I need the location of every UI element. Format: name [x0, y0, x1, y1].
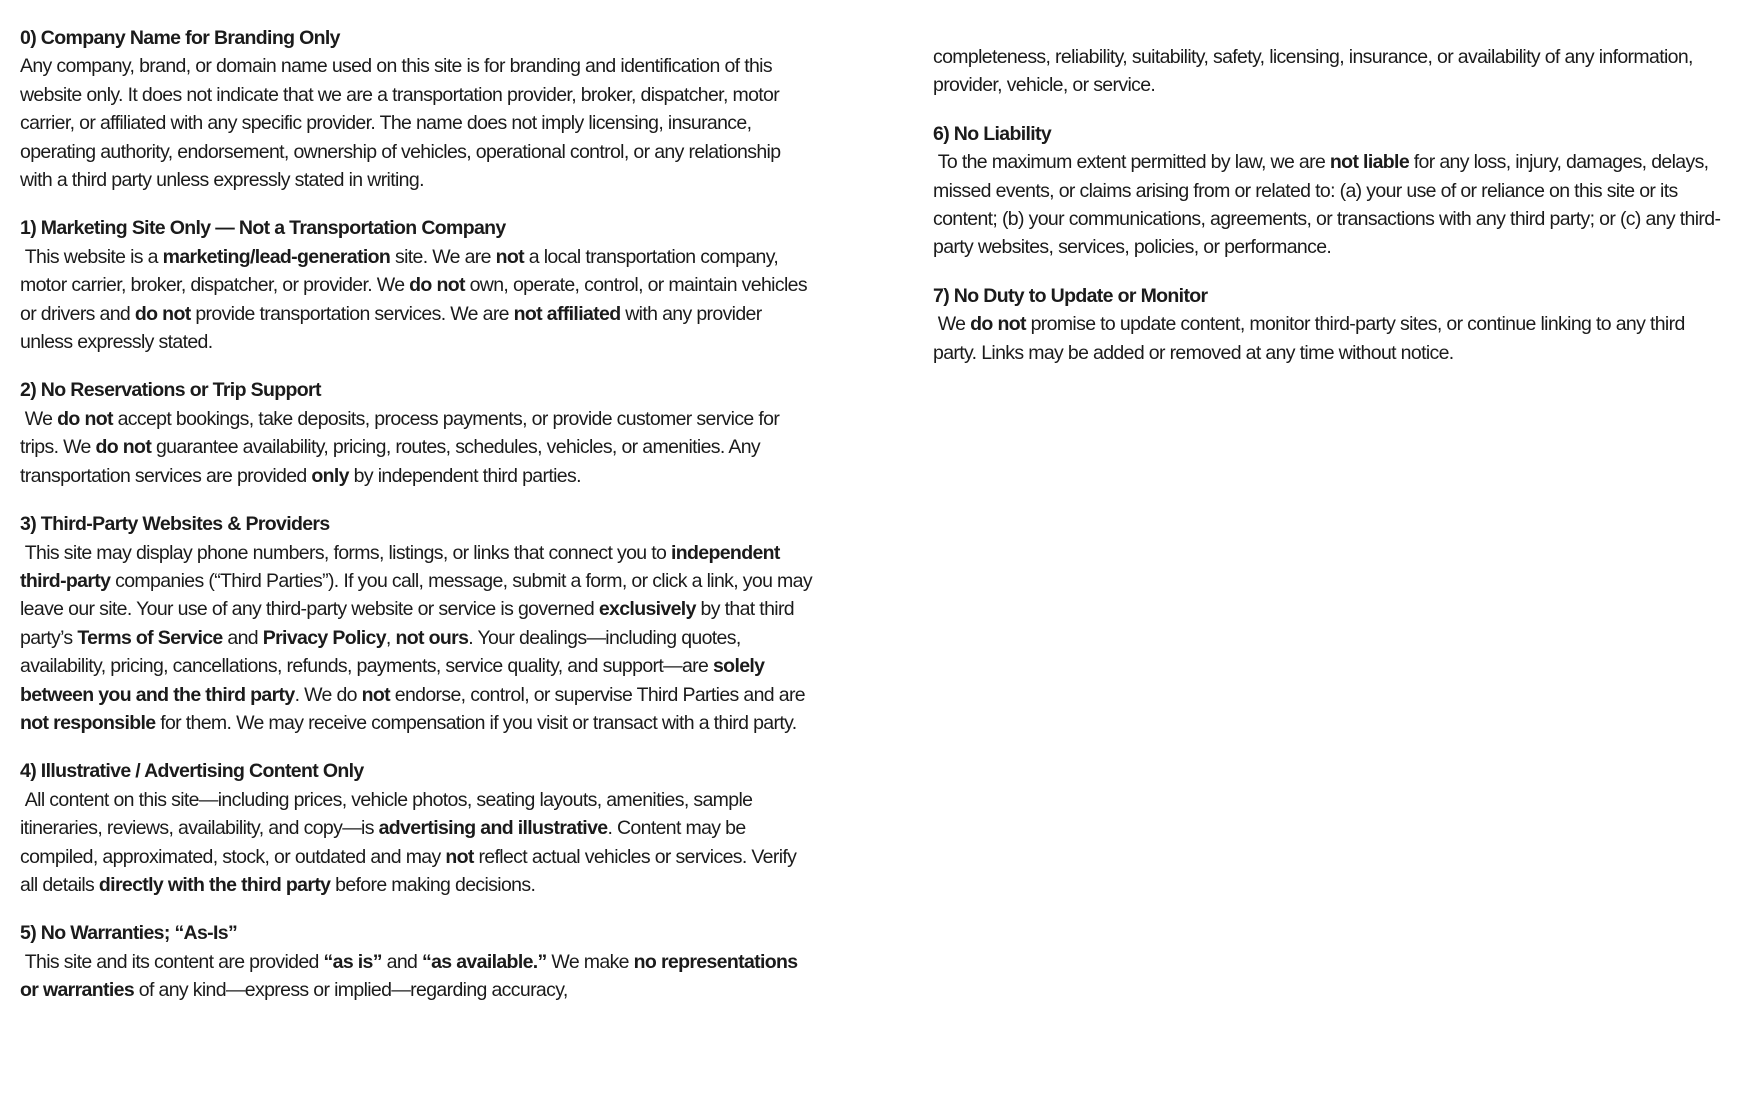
- section-heading: 4) Illustrative / Advertising Content Only: [20, 760, 364, 783]
- bold-run: independent third-party: [20, 541, 785, 592]
- bold-run: “as is”: [323, 950, 382, 973]
- bold-run: only: [311, 464, 349, 487]
- column-right: [933, 24, 1728, 1025]
- column-left: [20, 24, 815, 1025]
- disclaimer-section: [933, 43, 1728, 100]
- bold-run: not: [361, 683, 390, 706]
- section-body: This site and its content are provided “as is” and “as available.” We make no representations or warranties of any kind—express or implied—regarding accuracy,: [20, 950, 803, 1002]
- section-body: Any company, brand, or domain name used on this site is for branding and identification of this website only. It does not indicate that we are a transportation provider, broker, dispatcher, motor carrier, or affiliated with any specific provider. The name does not imply licensing, insurance, operating authority, endorsement, ownership of vehicles, operational control, or any relationship with a third party unless expressly stated in writing.: [20, 55, 786, 192]
- disclaimer-section: [20, 376, 815, 490]
- bold-run: not: [445, 845, 474, 868]
- bold-run: not: [495, 245, 524, 268]
- disclaimer-section: [20, 919, 815, 1004]
- disclaimer-section: [20, 510, 815, 737]
- bold-run: not affiliated: [513, 302, 621, 325]
- section-heading: 5) No Warranties; “As-Is”: [20, 922, 238, 945]
- bold-run: exclusively: [598, 598, 696, 621]
- section-heading: 1) Marketing Site Only — Not a Transportation Company: [20, 217, 506, 240]
- bold-run: Terms of Service: [77, 626, 223, 649]
- bold-run: do not: [95, 436, 152, 459]
- bold-run: no representations or warranties: [20, 950, 803, 1002]
- bold-run: do not: [970, 313, 1026, 336]
- bold-run: marketing/lead-generation: [162, 245, 391, 268]
- disclaimer-section: [20, 24, 815, 194]
- bold-run: do not: [409, 274, 465, 297]
- bold-run: advertising and illustrative: [378, 817, 608, 840]
- section-heading: 0) Company Name for Branding Only: [20, 27, 340, 49]
- disclaimer-section: [20, 757, 815, 899]
- section-body: completeness, reliability, suitability, safety, licensing, insurance, or availability of any information, provider, vehicle, or service.: [933, 46, 1698, 97]
- bold-run: solely between you and the third party: [20, 655, 770, 706]
- section-body: We do not accept bookings, take deposits, process payments, or provide customer service for trips. We do not guarantee availability, pricing, routes, schedules, vehicles, or amenities. Any transportation services are provided only by independent third parties.: [20, 407, 784, 487]
- section-heading: 3) Third-Party Websites & Providers: [20, 513, 330, 536]
- bold-run: not ours: [395, 626, 469, 649]
- disclaimer-section: [933, 282, 1728, 367]
- disclaimer-section: [20, 214, 815, 356]
- section-body: To the maximum extent permitted by law, we are not liable for any loss, injury, damages, delays, missed events, or claims arising from or related to: (a) your use of or reliance on this site or its content; (b) your communications, agreements, or transactions with any third party; or (c) any third-party websites, services, policies, or performance.: [933, 151, 1721, 259]
- disclaimer-section: [933, 120, 1728, 262]
- section-heading: 6) No Liability: [933, 122, 1052, 145]
- bold-run: do not: [134, 302, 191, 325]
- bold-run: not liable: [1329, 151, 1410, 174]
- section-body: All content on this site—including prices, vehicle photos, seating layouts, amenities, sample itineraries, reviews, availability, and copy—is advertising and illustrative. Content may be compiled, approximated, stock, or outdated and may not reflect actual vehicles or services. Verify all details directly with the third party before making decisions.: [20, 788, 802, 896]
- section-heading: 2) No Reservations or Trip Support: [20, 379, 321, 402]
- bold-run: do not: [57, 407, 113, 430]
- bold-run: directly with the third party: [98, 873, 331, 896]
- section-body: This website is a marketing/lead-generation site. We are not a local transportation company, motor carrier, broker, dispatcher, or provider. We do not own, operate, control, or maintain vehicles or drivers and do not provide transportation services. We are not affiliated with any provider unless expressly stated.: [20, 245, 812, 354]
- bold-run: not responsible: [20, 711, 156, 734]
- section-body: We do not promise to update content, monitor third-party sites, or continue linking to any third party. Links may be added or removed at any time without notice.: [933, 313, 1690, 364]
- bold-run: Privacy Policy: [262, 626, 386, 649]
- section-body: This site may display phone numbers, forms, listings, or links that connect you to independent third-party companies (“Third Parties”). If you call, message, submit a form, or click a link, you may leave our site. Your use of any third-party website or service is governed exclusively by that third party’s Terms of Service and Privacy Policy, not ours. Your dealings—including quotes, availability, pricing, cancellations, refunds, payments, service quality, and support—are solely between you and the third party. We do not endorse, control, or supervise Third Parties and are not responsible for them. We may receive compensation if you visit or transact with a third party.: [20, 541, 817, 734]
- section-heading: 7) No Duty to Update or Monitor: [933, 284, 1208, 307]
- bold-run: “as available.”: [421, 950, 547, 973]
